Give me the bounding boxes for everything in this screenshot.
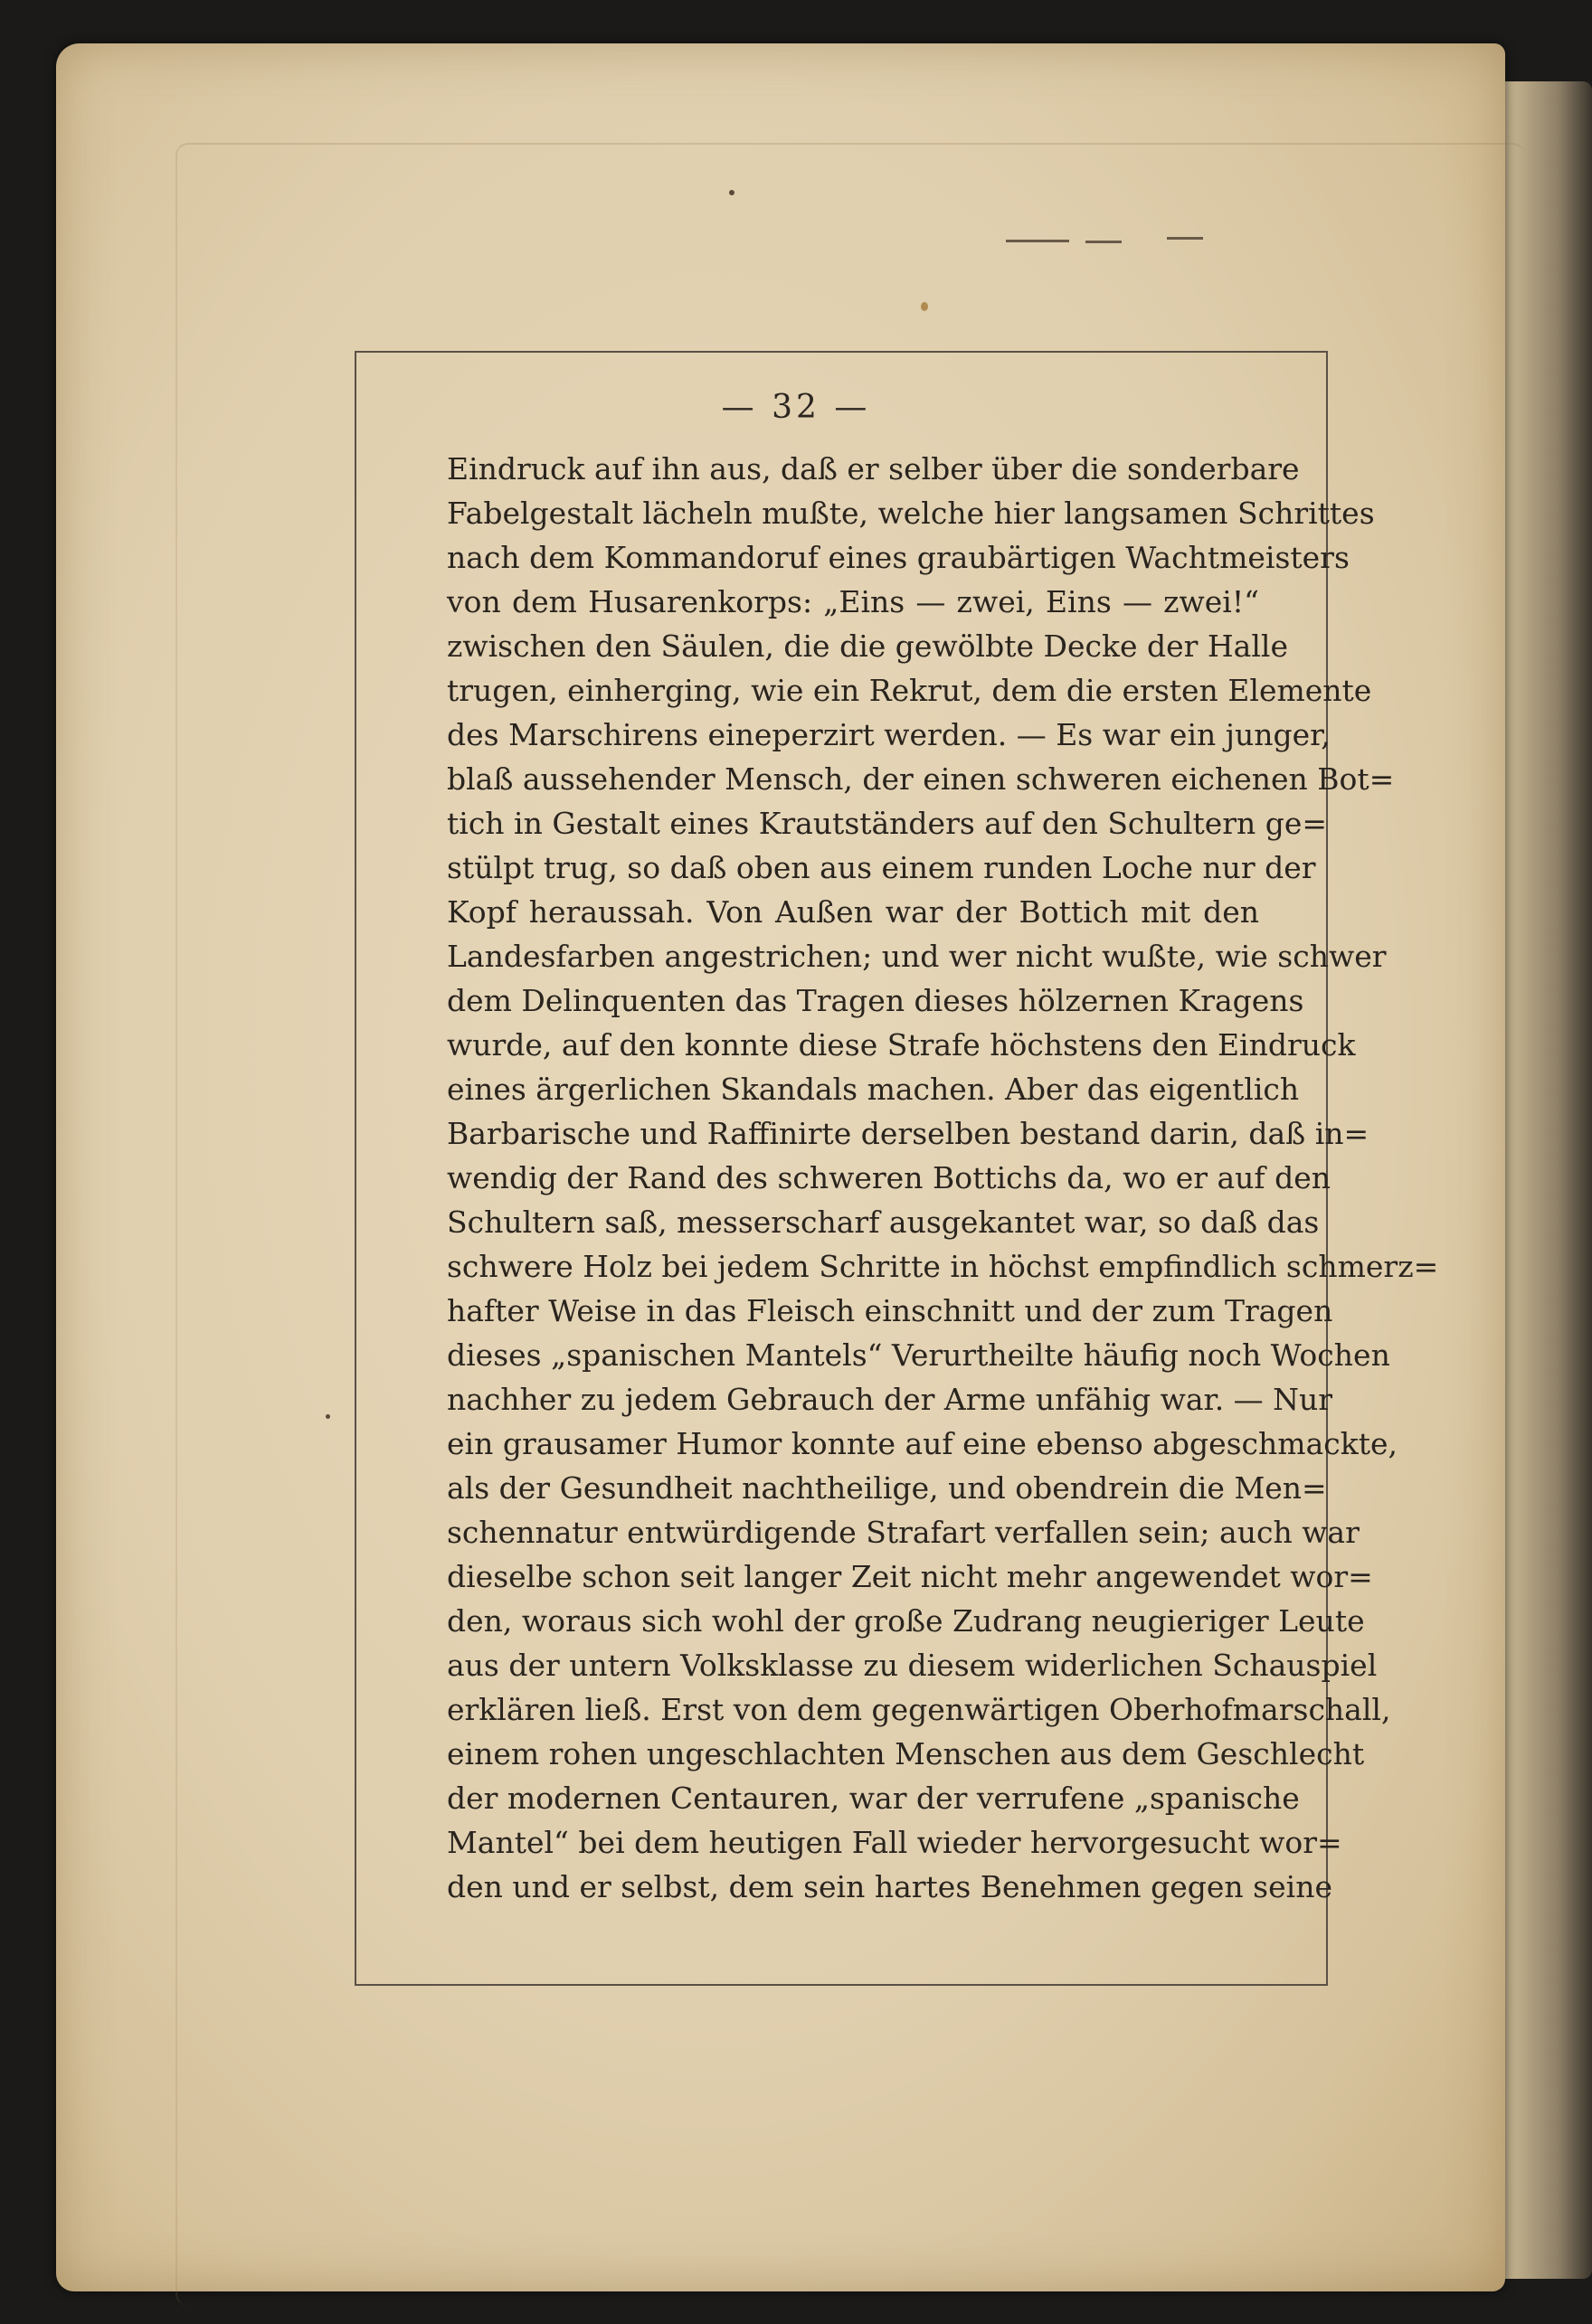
text-line: Landesfarben angestrichen; und wer nicht wußte, wie schwer [447, 939, 1387, 974]
text-line: von dem Husarenkorps: „Eins — zwei, Eins — zwei!“ [447, 584, 1259, 619]
text-line: schwere Holz bei jedem Schritte in höchst empfindlich schmerz= [447, 1249, 1439, 1284]
text-line: den, woraus sich wohl der große Zudrang neugieriger Leute [447, 1603, 1365, 1639]
text-line: Fabelgestalt lächeln mußte, welche hier langsamen Schrittes [447, 496, 1375, 531]
text-line: erklären ließ. Erst von dem gegenwärtigen Oberhofmarschall, [447, 1692, 1391, 1727]
ink-mark [1167, 237, 1203, 240]
text-line: zwischen den Säulen, die die gewölbte Decke der Halle [447, 628, 1288, 664]
text-line: einem rohen ungeschlachten Menschen aus dem Geschlecht [447, 1736, 1365, 1771]
text-line: nachher zu jedem Gebrauch der Arme unfähig war. — Nur [447, 1382, 1333, 1417]
text-line: als der Gesundheit nachtheilige, und obendrein die Men= [447, 1470, 1327, 1506]
text-line: Barbarische und Raffinirte derselben bestand darin, daß in= [447, 1116, 1369, 1151]
text-line: Eindruck auf ihn aus, daß er selber über die sonderbare [447, 451, 1300, 487]
paper-speck [326, 1414, 330, 1419]
text-line: stülpt trug, so daß oben aus einem runden Loche nur der [447, 850, 1316, 885]
text-line: Schultern saß, messerscharf ausgekantet war, so daß das [447, 1205, 1320, 1240]
text-line: den und er selbst, dem sein hartes Benehmen gegen seine [447, 1869, 1332, 1904]
text-line: tich in Gestalt eines Krautständers auf den Schultern ge= [447, 806, 1328, 841]
text-line: des Marschirens eineрerzirt werden. — Es war ein junger, [447, 717, 1331, 752]
text-line: nach dem Kommandoruf eines graubärtigen Wachtmeisters [447, 540, 1350, 575]
text-line: Mantel“ bei dem heutigen Fall wieder hervorgesucht wor= [447, 1825, 1342, 1860]
page-number: — 32 — [721, 389, 871, 426]
text-line: Kopf heraussah. Von Außen war der Bottich mit den [447, 894, 1259, 930]
ink-mark [1006, 240, 1069, 242]
text-line: dem Delinquenten das Tragen dieses hölzernen Kragens [447, 983, 1304, 1018]
text-line: trugen, einherging, wie ein Rekrut, dem die ersten Elemente [447, 673, 1372, 708]
text-line: eines ärgerlichen Skandals machen. Aber das eigentlich [447, 1072, 1300, 1107]
text-line: dieses „spanischen Mantels“ Verurtheilte häufig noch Wochen [447, 1337, 1390, 1373]
ink-mark [1085, 241, 1122, 243]
text-line: der modernen Centauren, war der verrufene „spanische [447, 1781, 1300, 1816]
text-line: wendig der Rand des schweren Bottichs da, wo er auf den [447, 1160, 1331, 1195]
paper-speck [729, 190, 734, 195]
text-line: blaß aussehender Mensch, der einen schweren eichenen Bot= [447, 761, 1395, 797]
paper-speck [921, 302, 928, 311]
body-text [447, 447, 1439, 1909]
text-line: ein grausamer Humor konnte auf eine ebenso abgeschmackte, [447, 1426, 1398, 1461]
text-line: wurde, auf den konnte diese Strafe höchstens den Eindruck [447, 1027, 1356, 1063]
text-line: dieselbe schon seit langer Zeit nicht mehr angewendet wor= [447, 1559, 1373, 1594]
text-line: aus der untern Volksklasse zu diesem widerlichen Schauspiel [447, 1648, 1378, 1683]
text-line: schennatur entwürdigende Strafart verfallen sein; auch war [447, 1515, 1360, 1550]
text-line: hafter Weise in das Fleisch einschnitt und der zum Tragen [447, 1293, 1333, 1328]
